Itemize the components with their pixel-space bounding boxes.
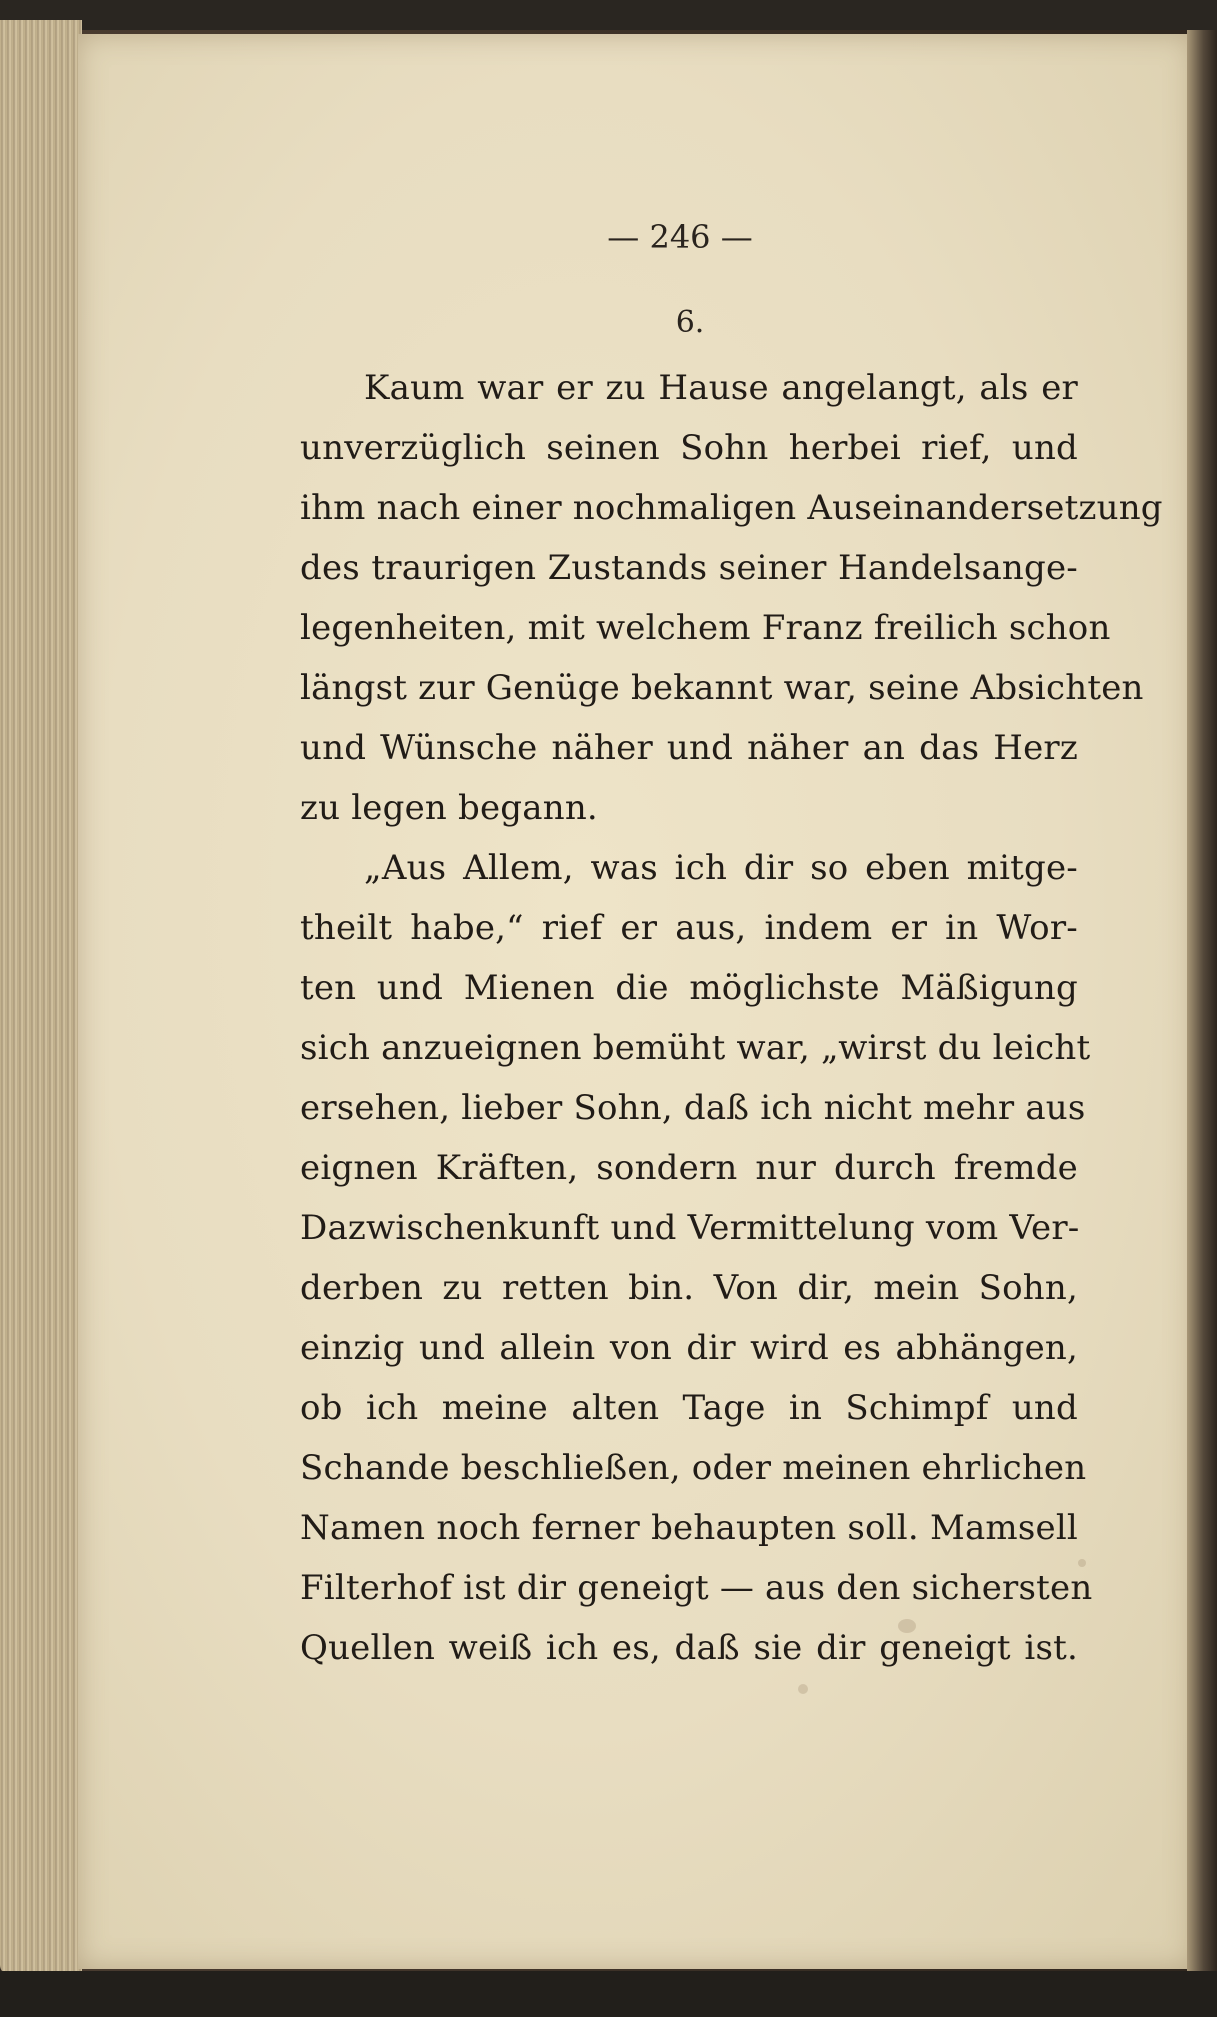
- book-spine-shadow: [1187, 30, 1217, 1972]
- paper-stain: [798, 1684, 808, 1694]
- text-line: Schande beschließen, oder meinen ehrlichen: [300, 1448, 1087, 1488]
- text-line: und Wünsche näher und näher an das Herz: [300, 728, 1078, 768]
- text-line: derben zu retten bin. Von dir, mein Sohn,: [300, 1268, 1078, 1308]
- text-line: ob ich meine alten Tage in Schimpf und: [300, 1388, 1078, 1428]
- text-line: ersehen, lieber Sohn, daß ich nicht mehr aus: [300, 1088, 1086, 1128]
- text-line: ten und Mienen die möglichste Mäßigung: [300, 968, 1078, 1008]
- text-line: unverzüglich seinen Sohn herbei rief, und: [300, 428, 1078, 468]
- page-number: — 246 —: [607, 218, 753, 256]
- text-line: legenheiten, mit welchem Franz freilich schon: [300, 608, 1111, 648]
- scan-bottom-edge: [0, 1971, 1217, 2017]
- text-line: des traurigen Zustands seiner Handelsange-: [300, 548, 1078, 588]
- chapter-number: 6.: [675, 305, 705, 340]
- paper-stain: [1078, 1559, 1086, 1567]
- scan-top-edge: [0, 0, 1217, 30]
- text-line: einzig und allein von dir wird es abhängen,: [300, 1328, 1078, 1368]
- book-page-edges: [0, 20, 82, 1975]
- text-line: längst zur Genüge bekannt war, seine Absichten: [300, 668, 1144, 708]
- text-line: Filterhof ist dir geneigt — aus den sichersten: [300, 1568, 1093, 1608]
- text-line: Dazwischenkunft und Vermittelung vom Ver-: [300, 1208, 1080, 1248]
- text-line: eignen Kräften, sondern nur durch fremde: [300, 1148, 1078, 1188]
- text-line: sich anzueignen bemüht war, „wirst du leicht: [300, 1028, 1091, 1068]
- text-line: ihm nach einer nochmaligen Auseinandersetzung: [300, 488, 1163, 528]
- text-line: Namen noch ferner behaupten soll. Mamsell: [300, 1508, 1078, 1548]
- text-line: Kaum war er zu Hause angelangt, als er: [364, 368, 1078, 408]
- text-line: Quellen weiß ich es, daß sie dir geneigt ist.: [300, 1628, 1078, 1668]
- text-line: theilt habe,“ rief er aus, indem er in Wor-: [300, 908, 1078, 948]
- text-line: zu legen begann.: [300, 788, 598, 828]
- text-line: „Aus Allem, was ich dir so eben mitge-: [364, 848, 1078, 888]
